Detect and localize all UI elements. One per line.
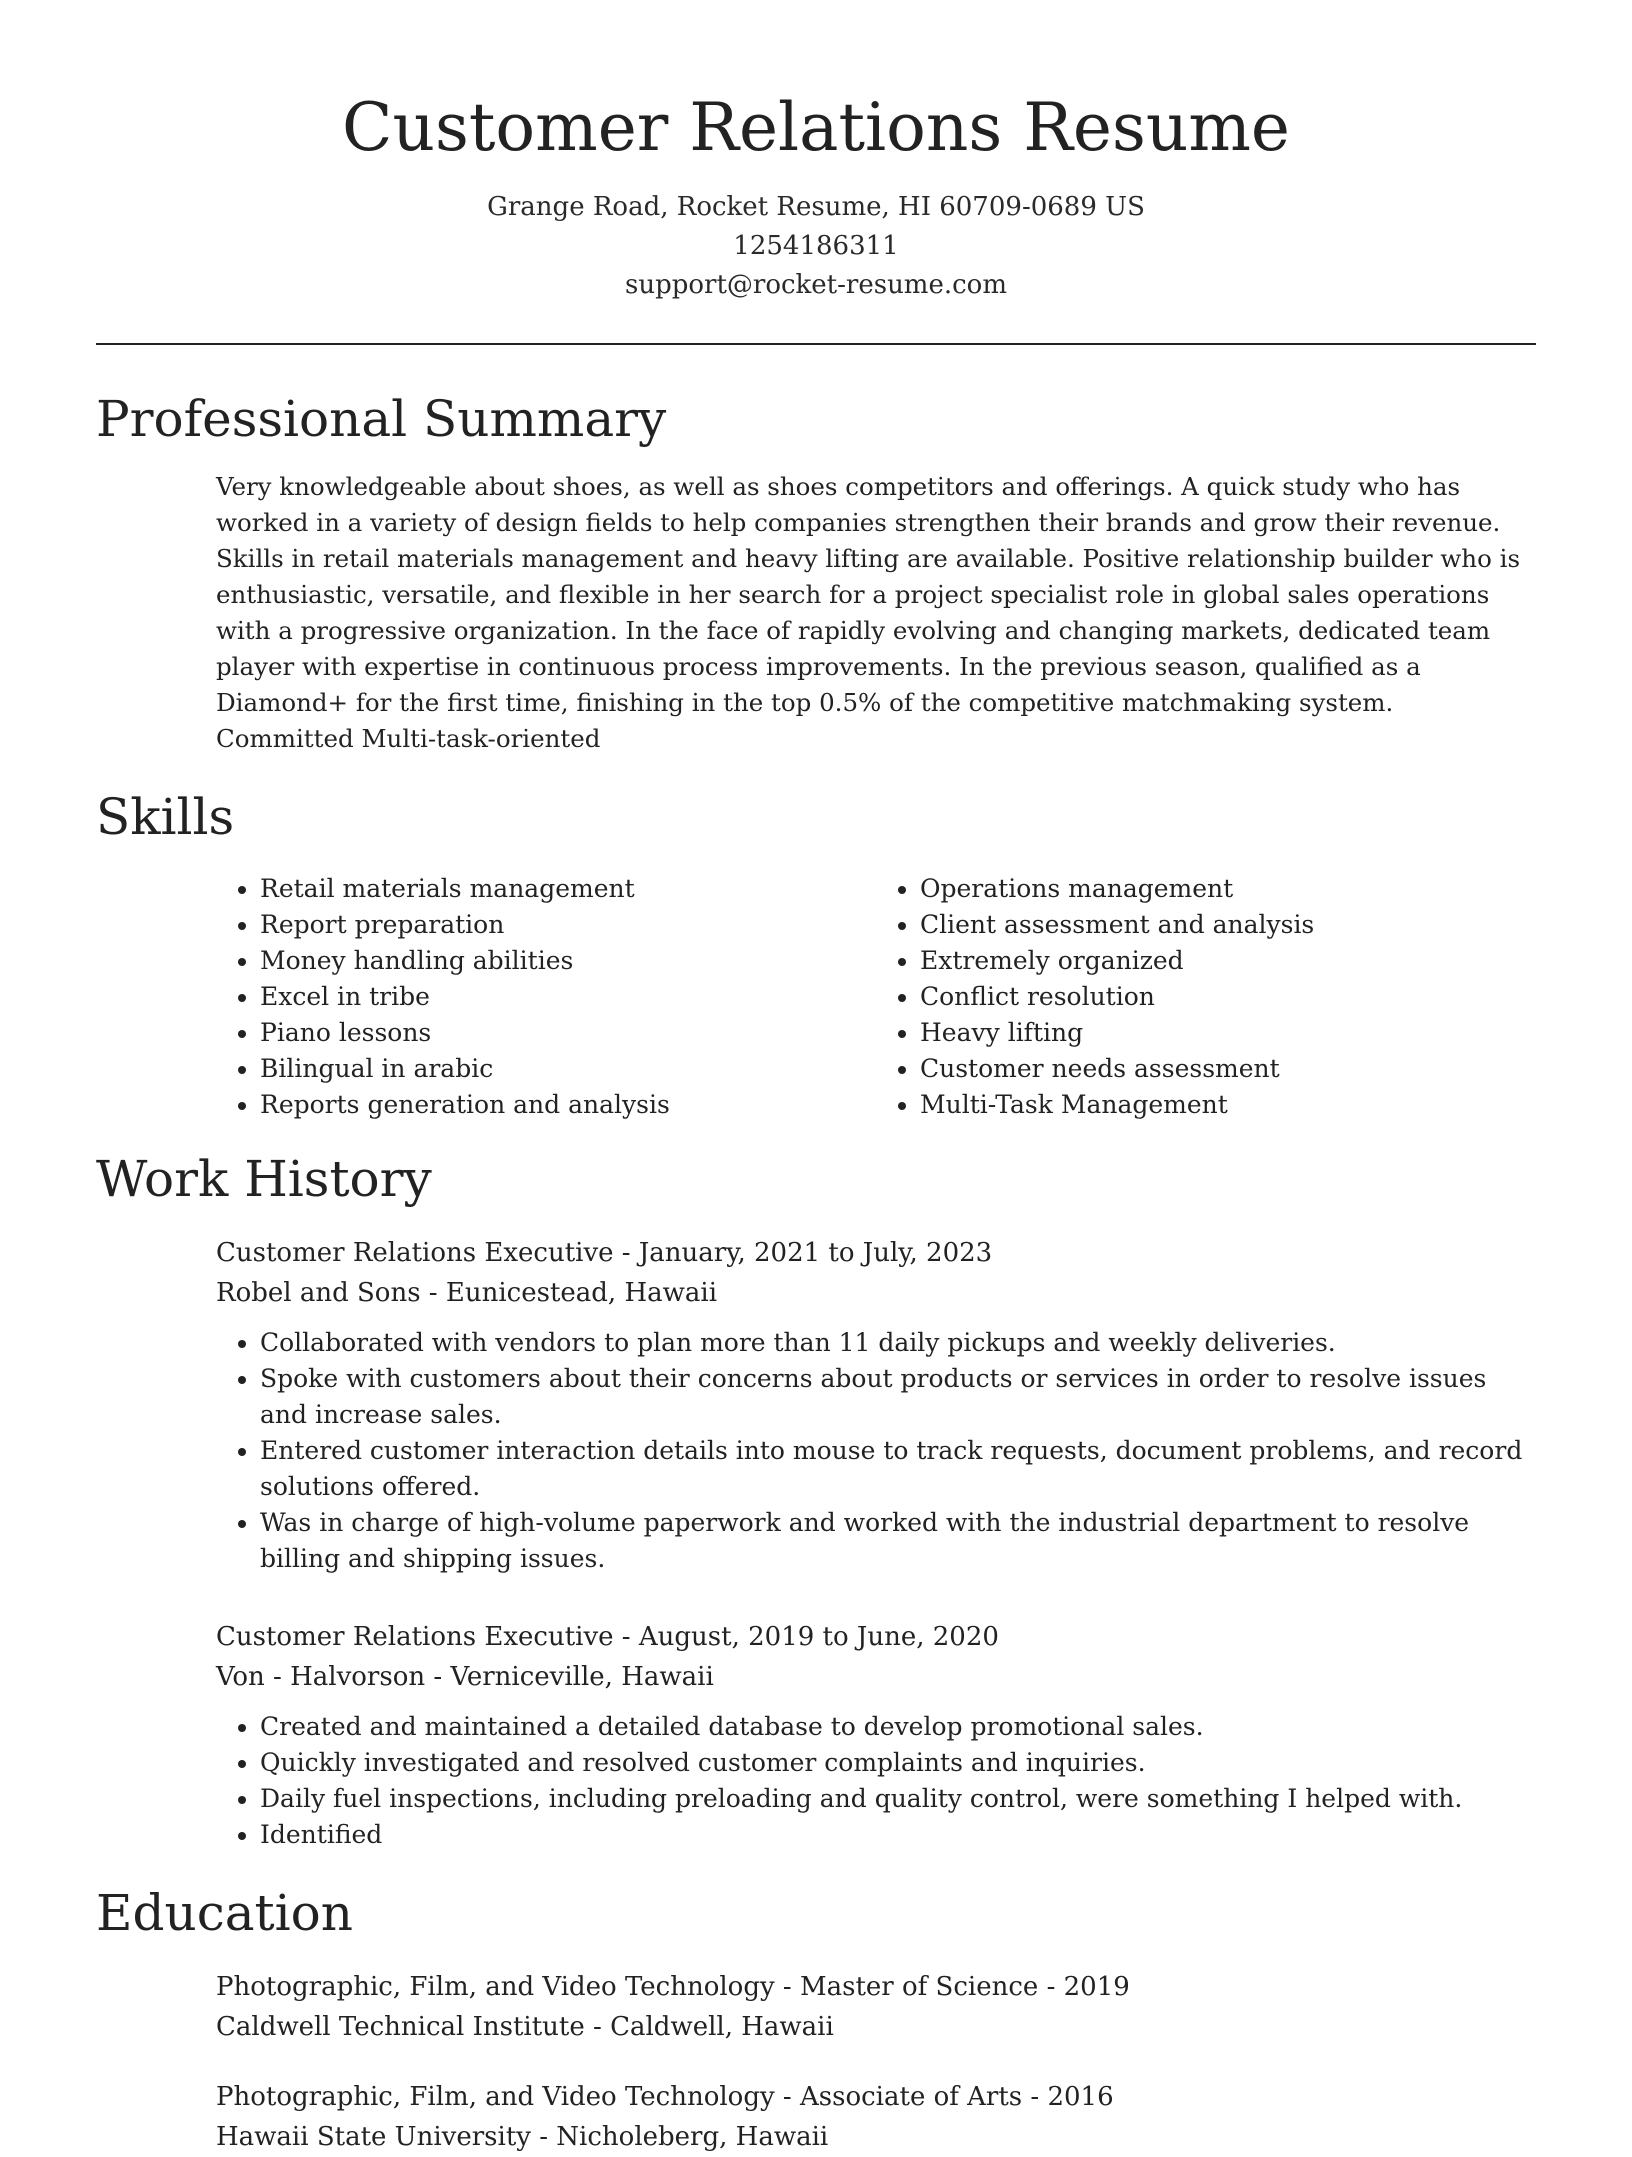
job-bullets — [216, 1325, 1536, 1577]
job-bullet: • Spoke with customers about their concerns about products or services in order to resolve issues and increase sales. — [260, 1361, 1536, 1433]
job-dates: January, 2021 to July, 2023 — [638, 1238, 993, 1268]
education-school: Hawaii State University — [216, 2122, 531, 2152]
education-location: Nicholeberg, Hawaii — [556, 2122, 829, 2152]
separator: - — [774, 2082, 800, 2112]
education-heading: Education — [96, 1884, 353, 1942]
work-history-heading: Work History — [96, 1150, 432, 1208]
job-location: Eunicestead, Hawaii — [445, 1278, 718, 1308]
skills-column-right — [876, 871, 1536, 1123]
separator: - — [420, 1278, 446, 1308]
skills-list — [216, 871, 1536, 1123]
skill-item: • Operations management — [920, 871, 1536, 907]
resume-page — [96, 0, 1536, 2157]
job-bullet: • Was in charge of high-volume paperwork and worked with the industrial department to resolve billing and shipping issues. — [260, 1505, 1536, 1577]
skill-item: • Multi-Task Management — [920, 1087, 1536, 1123]
job-bullet: • Entered customer interaction details into mouse to track requests, document problems, and record solutions offered. — [260, 1433, 1536, 1505]
job-bullet: • Daily fuel inspections, including preloading and quality control, were something I helped with. — [260, 1781, 1536, 1817]
skills-heading: Skills — [96, 788, 235, 846]
skill-item: • Money handling abilities — [260, 943, 876, 979]
education-school: Caldwell Technical Institute — [216, 2012, 585, 2042]
separator: - — [530, 2122, 557, 2152]
job-company-line — [216, 1657, 1536, 1697]
education-degree-line — [216, 2077, 1536, 2117]
education-location: Caldwell, Hawaii — [610, 2012, 834, 2042]
skill-item: • Piano lessons — [260, 1015, 876, 1051]
job-entry — [216, 1617, 1536, 1853]
education-degree-line — [216, 1967, 1536, 2007]
skill-item: • Report preparation — [260, 907, 876, 943]
skill-item: • Bilingual in arabic — [260, 1051, 876, 1087]
separator: - — [1038, 1972, 1064, 2002]
skill-item: • Heavy lifting — [920, 1015, 1536, 1051]
education-entry — [216, 1967, 1536, 2047]
job-bullet: • Quickly investigated and resolved customer complaints and inquiries. — [260, 1745, 1536, 1781]
job-role: Customer Relations Executive — [216, 1238, 614, 1268]
address: Grange Road, Rocket Resume, HI 60709-0689 US — [487, 192, 1145, 222]
job-title-line — [216, 1233, 1536, 1273]
separator: - — [774, 1972, 800, 2002]
skill-item: • Excel in tribe — [260, 979, 876, 1015]
education-degree: Associate of Arts — [800, 2082, 1023, 2112]
job-entry — [216, 1233, 1536, 1577]
skill-item: • Conflict resolution — [920, 979, 1536, 1015]
job-role: Customer Relations Executive — [216, 1622, 614, 1652]
resume-title: Customer Relations Resume — [341, 89, 1290, 166]
separator: - — [1022, 2082, 1048, 2112]
header-divider — [96, 343, 1536, 345]
skills-column-left — [216, 871, 876, 1123]
separator: - — [584, 2012, 611, 2042]
contact-block — [96, 188, 1536, 305]
education-field: Photographic, Film, and Video Technology — [216, 2082, 775, 2112]
education-school-line — [216, 2007, 1536, 2047]
education-degree: Master of Science — [800, 1972, 1039, 2002]
education-field: Photographic, Film, and Video Technology — [216, 1972, 775, 2002]
education-school-line — [216, 2117, 1536, 2157]
job-company: Von - Halvorson — [216, 1662, 426, 1692]
skill-item: • Client assessment and analysis — [920, 907, 1536, 943]
education-entry — [216, 2077, 1536, 2157]
education-year: 2016 — [1047, 2082, 1114, 2112]
job-bullets — [216, 1709, 1536, 1853]
separator: - — [425, 1662, 451, 1692]
skill-item: • Customer needs assessment — [920, 1051, 1536, 1087]
education-year: 2019 — [1063, 1972, 1130, 2002]
phone: 1254186311 — [733, 231, 899, 261]
job-location: Verniceville, Hawaii — [450, 1662, 714, 1692]
summary-heading: Professional Summary — [96, 390, 667, 448]
job-bullet: • Identified — [260, 1817, 1536, 1853]
job-bullet: • Collaborated with vendors to plan more than 11 daily pickups and weekly deliveries. — [260, 1325, 1536, 1361]
job-title-line — [216, 1617, 1536, 1657]
skill-item: • Reports generation and analysis — [260, 1087, 876, 1123]
summary-text: Very knowledgeable about shoes, as well as shoes competitors and offerings. A quick study who has worked in a variety of design fields to help companies strengthen their brands and grow their revenue. Skills in retail materials management and heavy lifting are available. Positive relationship builder who is enthusiastic, versatile, and flexible in her search for a project specialist role in global sales operations with a progressive organization. In the face of rapidly evolving and changing markets, dedicated team player with expertise in continuous process improvements. In the previous season, qualified as a Diamond+ for the first time, finishing in the top 0.5% of the competitive matchmaking system. Committed Multi-task-oriented — [216, 472, 1521, 753]
separator: - — [613, 1622, 639, 1652]
job-dates: August, 2019 to June, 2020 — [638, 1622, 999, 1652]
resume-header — [96, 0, 1536, 305]
job-company-line — [216, 1273, 1536, 1313]
skill-item: • Retail materials management — [260, 871, 876, 907]
skill-item: • Extremely organized — [920, 943, 1536, 979]
job-bullet: • Created and maintained a detailed database to develop promotional sales. — [260, 1709, 1536, 1745]
job-company: Robel and Sons — [216, 1278, 421, 1308]
separator: - — [613, 1238, 639, 1268]
email: support@rocket-resume.com — [624, 270, 1007, 300]
